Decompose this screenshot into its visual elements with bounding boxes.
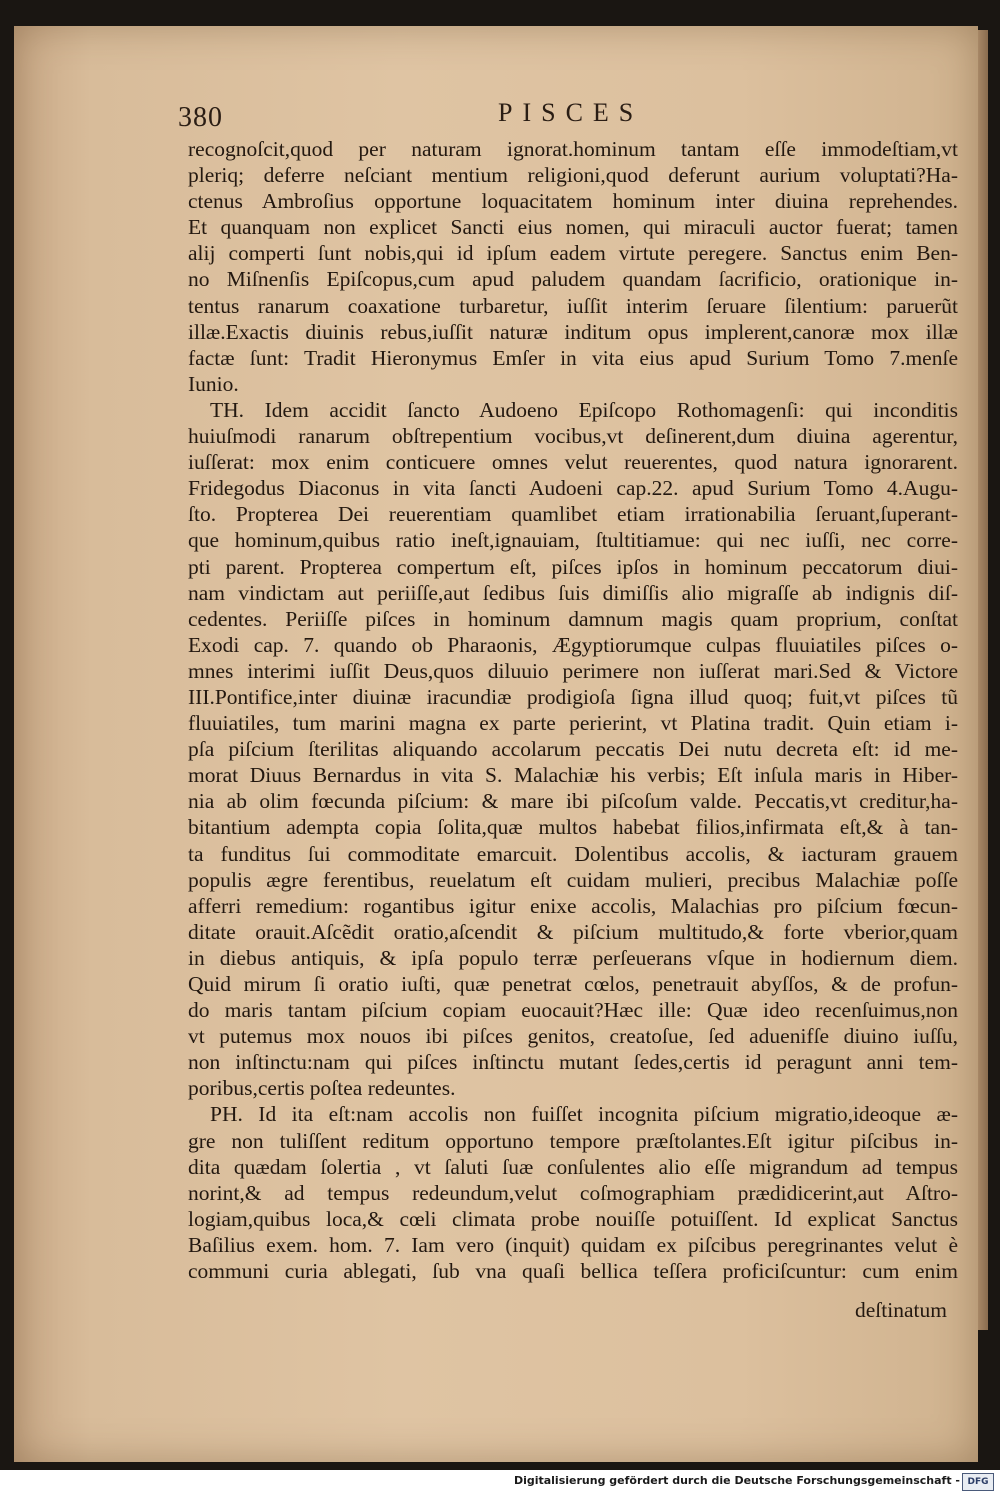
text-line: iuſſerat: mox enim conticuere omnes velut reuerentes, quod natura ignorarent. <box>188 450 958 475</box>
dfg-logo: DFG <box>962 1473 994 1491</box>
text-line: Quid mirum ſi oratio iuſti, quæ penetrat cœlos, penetrauit abyſſos, & de profun- <box>188 972 958 996</box>
text-line: gre non tuliſſent reditum opportuno tempore præſtolantes.Eſt igitur piſcibus in- <box>188 1128 958 1153</box>
text-line: nam vindictam aut periiſſe,aut ſedibus ſuis dimiſſis alio migraſſe ab indignis diſ- <box>188 580 958 605</box>
text-line: bitantium adempta copia ſolita,quæ multos habebat filios,infirmata eſt,& à tan- <box>188 815 958 840</box>
text-line: ſto. Propterea Dei reuerentiam quamlibet etiam irrationabilia ſeruant,ſuperant- <box>188 502 958 527</box>
text-line: non inſtinctu:nam qui piſces inſtinctu mutant ſedes,certis id peragunt anni tem- <box>188 1050 958 1075</box>
text-line: Exodi cap. 7. quando ob Pharaonis, Ægyptiorumque culpas fluuiatiles piſces o- <box>188 632 958 657</box>
text-line: afferri remedium: rogantibus igitur enixe accolis, Malachias pro piſcium fœcun- <box>188 893 958 918</box>
text-line: pſa piſcium ſterilitas aliquando accolarum peccatis Dei nutu decreta eſt: id me- <box>188 737 958 762</box>
catchword: deſtinatum <box>855 1298 947 1322</box>
text-line: fluuiatiles, tum marini magna ex parte perierint, vt Platina tradit. Quin etiam i- <box>188 711 958 736</box>
text-line: factæ ſunt: Tradit Hieronymus Emſer in vita eius apud Surium Tomo 7.menſe <box>188 345 958 370</box>
text-line: ctenus Ambroſius opportune loquacitatem hominum inter diuina reprehendes. <box>188 189 958 214</box>
footer-bar <box>0 1470 1000 1494</box>
text-line: ta funditus ſui commoditate emarcuit. Dolentibus accolis, & iacturam grauem <box>188 841 958 866</box>
body-text <box>188 136 958 1284</box>
text-line: do maris tantam piſcium copiam euocauit?Hæc ille: Quæ ideo recenſuimus,non <box>188 998 958 1023</box>
text-line: nia ab olim fœcunda piſcium: & mare ibi piſcoſum valde. Peccatis,vt creditur,ha- <box>188 789 958 814</box>
text-line: ditate orauit.Aſcẽdit oratio,aſcendit & piſcium multitudo,& forte vberior,quam <box>188 919 958 944</box>
text-line: recognoſcit,quod per naturam ignorat.hominum tantam eſſe immodeſtiam,vt <box>188 137 958 161</box>
text-line: communi curia ablegati, ſub vna quaſi bellica teſſera proficiſcuntur: cum enim <box>188 1259 958 1284</box>
footer-credit: Digitalisierung gefördert durch die Deutsche Forschungsgemeinschaft - <box>513 1474 960 1487</box>
text-line: alij comperti ſunt nobis,qui id ipſum eadem virtute peregere. Sanctus enim Ben- <box>188 241 958 266</box>
text-line: illæ.Exactis diuinis rebus,iuſſit naturæ inditum opus implerent,canoræ mox illæ <box>188 319 958 344</box>
text-line: PH. Id ita eſt:nam accolis non fuiſſet incognita piſcium migratio,ideoque æ- <box>210 1102 958 1127</box>
page-header <box>178 98 958 134</box>
text-line: logiam,quibus loca,& cœli climata probe nouiſſe potuiſſent. Id explicat Sanctus <box>188 1206 958 1231</box>
text-line: no Miſnenſis Epiſcopus,cum apud paludem quandam ſacrificio, orationique in- <box>188 267 958 292</box>
text-line: Fridegodus Diaconus in vita ſancti Audoeni cap.22. apud Surium Tomo 4.Augu- <box>188 476 958 501</box>
running-head: PISCES <box>498 98 644 127</box>
text-line: tentus ranarum coaxatione turbaretur, iuſſit interim ſeruare ſilentium: paruerũt <box>188 293 958 318</box>
text-line: que hominum,quibus ratio ineſt,ignauiam, ſtultitiamue: qui nec iuſſi, nec corre- <box>188 528 958 553</box>
text-line: pti parent. Propterea compertum eſt, piſces ipſos in hominum peccatorum diui- <box>188 554 958 579</box>
text-line: cedentes. Periiſſe piſces in hominum damnum magis quam proprium, conſtat <box>188 606 958 631</box>
text-line: morat Diuus Bernardus in vita S. Malachiæ his verbis; Eſt inſula maris in Hiber- <box>188 763 958 788</box>
text-line: dita quædam ſolertia , vt ſaluti ſuæ conſulentes alio eſſe migrandum ad tempus <box>188 1154 958 1179</box>
text-line: huiuſmodi ranarum obſtrepentium vocibus,vt deſinerent,dum diuina agerentur, <box>188 424 958 449</box>
text-line: TH. Idem accidit ſancto Audoeno Epiſcopo Rothomagenſi: qui inconditis <box>210 397 958 422</box>
text-line: Baſilius exem. hom. 7. Iam vero (inquit) quidam ex piſcibus peregrinantes velut è <box>188 1232 958 1257</box>
text-line: vt putemus mox nouos ibi piſces genitos, creatoſue, ſed aduenifſe diuino iuſſu, <box>188 1024 958 1049</box>
page-number: 380 <box>178 102 223 133</box>
text-line: pleriq; deferre neſciant mentium religioni,quod deferunt aurium voluptati?Ha- <box>188 163 958 188</box>
text-line: poribus,certis poſtea redeuntes. <box>188 1076 456 1101</box>
text-line: populis ægre ferentibus, reuelatum eſt cuidam mulieri, precibus Malachiæ poſſe <box>188 867 958 892</box>
text-line: norint,& ad tempus redeundum,velut coſmographiam prædidicerint,aut Aſtro- <box>188 1180 958 1205</box>
text-line: mnes interimi iuſſit Deus,quos diluuio perimere non iuſſerat mari.Sed & Victore <box>188 658 958 683</box>
text-line: Iunio. <box>188 371 239 396</box>
text-line: in diebus antiquis, & ipſa populo terræ perſeuerans vſque in hodiernum diem. <box>188 945 958 970</box>
text-line: III.Pontifice,inter diuinæ iracundiæ prodigioſa ſigna illud quoq; fuit,vt piſces tũ <box>188 684 958 709</box>
text-line: Et quanquam non explicet Sancti eius nomen, qui miraculi auctor fuerat; tamen <box>188 215 958 240</box>
